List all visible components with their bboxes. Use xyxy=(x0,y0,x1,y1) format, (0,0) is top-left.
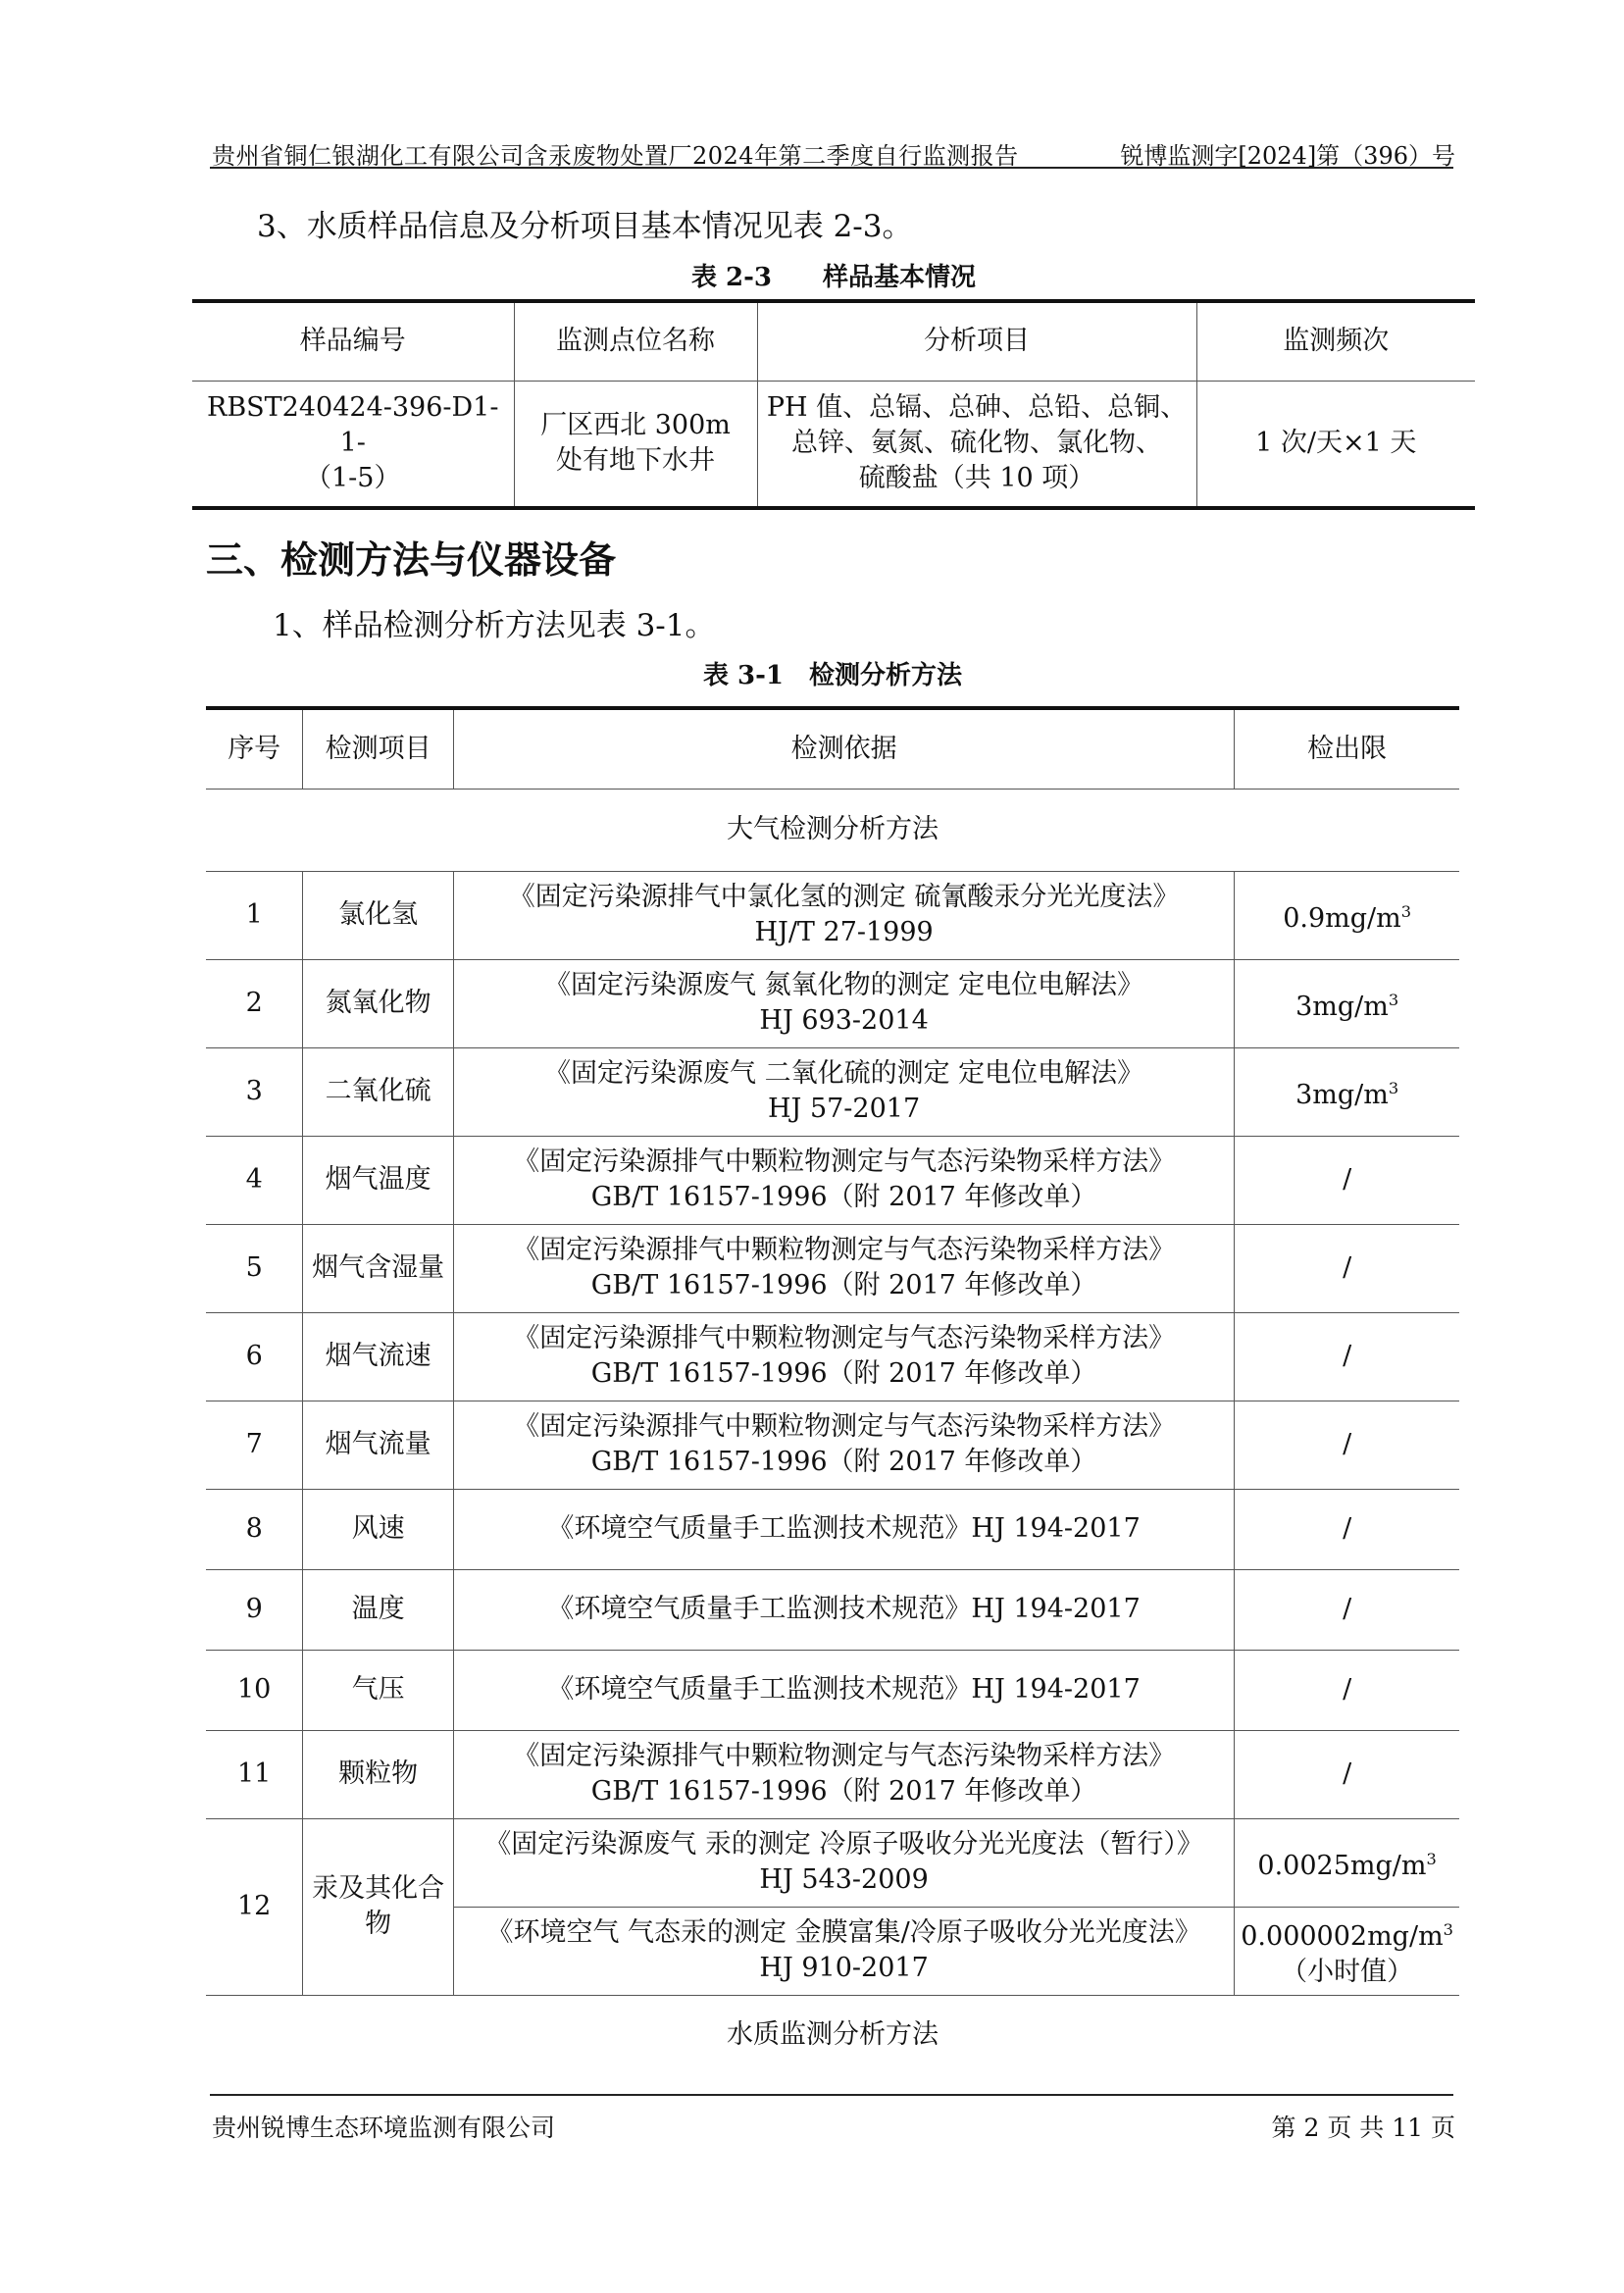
paragraph-table-2-3-intro: 3、水质样品信息及分析项目基本情况见表 2-3。 xyxy=(257,209,913,244)
table-cell-basis: 《环境空气质量手工监测技术规范》HJ 194-2017 xyxy=(453,1489,1234,1569)
table-row xyxy=(206,871,1459,959)
table-cell-basis: 《固定污染源排气中颗粒物测定与气态污染物采样方法》 GB/T 16157-1996（附 2017 年修改单） xyxy=(453,1312,1234,1401)
table-3-1-row-12b-basis: 《环境空气 气态汞的测定 金膜富集/冷原子吸收分光光度法》 HJ 910-2017 xyxy=(453,1907,1234,1995)
table-row xyxy=(206,1489,1459,1569)
table-cell-no: 7 xyxy=(206,1401,303,1489)
table-cell-no: 6 xyxy=(206,1312,303,1401)
table-row xyxy=(206,1312,1459,1401)
table-row xyxy=(206,1401,1459,1489)
table-cell-item: 氯化氢 xyxy=(303,871,454,959)
table-cell-limit: / xyxy=(1235,1489,1459,1569)
table-row xyxy=(206,1224,1459,1312)
table-cell-no: 11 xyxy=(206,1730,303,1818)
table-cell-basis: 《固定污染源排气中氯化氢的测定 硫氰酸汞分光光度法》 HJ/T 27-1999 xyxy=(453,871,1234,959)
table-3-1-header-no: 序号 xyxy=(206,708,303,789)
table-row xyxy=(206,959,1459,1047)
table-2-3-cell-sample-id: RBST240424-396-D1-1- （1-5） xyxy=(192,381,514,508)
table-cell-item: 氮氧化物 xyxy=(303,959,454,1047)
paragraph-table-3-1-intro: 1、样品检测分析方法见表 3-1。 xyxy=(273,608,716,643)
table-cell-item: 烟气流量 xyxy=(303,1401,454,1489)
table-3-1-header-basis: 检测依据 xyxy=(453,708,1234,789)
table-3-1-section-air: 大气检测分析方法 xyxy=(206,789,1459,871)
table-cell-basis: 《固定污染源排气中颗粒物测定与气态污染物采样方法》 GB/T 16157-1996（附 2017 年修改单） xyxy=(453,1136,1234,1224)
footer-rule xyxy=(210,2094,1453,2096)
table-3-1-header-limit: 检出限 xyxy=(1235,708,1459,789)
table-2-3-cell-items: PH 值、总镉、总砷、总铅、总铜、 总锌、氨氮、硫化物、氯化物、 硫酸盐（共 10 项） xyxy=(757,381,1196,508)
table-3-1-section-water: 水质监测分析方法 xyxy=(206,1995,1459,2075)
table-2-3-cell-frequency: 1 次/天×1 天 xyxy=(1196,381,1475,508)
table-3-1 xyxy=(206,706,1459,2075)
table-cell-limit: / xyxy=(1235,1224,1459,1312)
table-row xyxy=(206,1650,1459,1730)
table-3-1-row-12-no: 12 xyxy=(206,1818,303,1995)
table-cell-item: 烟气流速 xyxy=(303,1312,454,1401)
table-cell-basis: 《固定污染源排气中颗粒物测定与气态污染物采样方法》 GB/T 16157-1996（附 2017 年修改单） xyxy=(453,1730,1234,1818)
footer-page-number: 第 2 页 共 11 页 xyxy=(1271,2114,1455,2142)
table-cell-no: 9 xyxy=(206,1569,303,1650)
table-cell-item: 气压 xyxy=(303,1650,454,1730)
table-3-1-row-12a-limit: $0.0025mg/m^3$ xyxy=(1235,1818,1459,1907)
table-cell-basis: 《固定污染源排气中颗粒物测定与气态污染物采样方法》 GB/T 16157-1996（附 2017 年修改单） xyxy=(453,1224,1234,1312)
table-cell-limit: / xyxy=(1235,1401,1459,1489)
header-report-number: 锐博监测字[2024]第（396）号 xyxy=(1120,142,1455,170)
table-cell-item: 烟气温度 xyxy=(303,1136,454,1224)
table-cell-basis: 《固定污染源废气 氮氧化物的测定 定电位电解法》 HJ 693-2014 xyxy=(453,959,1234,1047)
table-row xyxy=(206,1730,1459,1818)
table-cell-basis: 《环境空气质量手工监测技术规范》HJ 194-2017 xyxy=(453,1569,1234,1650)
header-rule xyxy=(210,167,1453,169)
table-cell-basis: 《环境空气质量手工监测技术规范》HJ 194-2017 xyxy=(453,1650,1234,1730)
table-2-3-header-sample-id: 样品编号 xyxy=(192,301,514,381)
table-cell-limit: $3mg/m^3$ xyxy=(1235,959,1459,1047)
header-report-title: 贵州省铜仁银湖化工有限公司含汞废物处置厂2024年第二季度自行监测报告 xyxy=(212,142,1019,170)
section-heading: 三、检测方法与仪器设备 xyxy=(206,537,617,582)
table-2-3-cell-site: 厂区西北 300m 处有地下水井 xyxy=(514,381,757,508)
footer-company: 贵州锐博生态环境监测有限公司 xyxy=(212,2114,556,2142)
table-cell-no: 5 xyxy=(206,1224,303,1312)
table-2-3-header-frequency: 监测频次 xyxy=(1196,301,1475,381)
table-3-1-header-item: 检测项目 xyxy=(303,708,454,789)
table-cell-no: 10 xyxy=(206,1650,303,1730)
table-cell-item: 温度 xyxy=(303,1569,454,1650)
table-row xyxy=(206,1569,1459,1650)
table-cell-basis: 《固定污染源废气 二氧化硫的测定 定电位电解法》 HJ 57-2017 xyxy=(453,1047,1234,1136)
table-cell-item: 二氧化硫 xyxy=(303,1047,454,1136)
table-3-1-caption: 表 3-1 检测分析方法 xyxy=(702,661,963,690)
table-2-3-header-site: 监测点位名称 xyxy=(514,301,757,381)
table-cell-limit: / xyxy=(1235,1312,1459,1401)
table-2-3 xyxy=(192,299,1475,510)
table-row xyxy=(206,1047,1459,1136)
table-cell-basis: 《固定污染源排气中颗粒物测定与气态污染物采样方法》 GB/T 16157-1996（附 2017 年修改单） xyxy=(453,1401,1234,1489)
table-cell-no: 3 xyxy=(206,1047,303,1136)
table-2-3-caption: 表 2-3 样品基本情况 xyxy=(690,263,977,292)
table-cell-no: 2 xyxy=(206,959,303,1047)
table-cell-no: 1 xyxy=(206,871,303,959)
table-row xyxy=(206,1136,1459,1224)
table-cell-limit: / xyxy=(1235,1650,1459,1730)
table-3-1-row-12b-limit: $0.000002mg/m^3$ （小时值） xyxy=(1235,1907,1459,1995)
table-cell-limit: / xyxy=(1235,1569,1459,1650)
table-cell-item: 颗粒物 xyxy=(303,1730,454,1818)
table-cell-no: 4 xyxy=(206,1136,303,1224)
table-cell-item: 烟气含湿量 xyxy=(303,1224,454,1312)
table-cell-limit: / xyxy=(1235,1136,1459,1224)
table-3-1-row-12-item: 汞及其化合 物 xyxy=(303,1818,454,1995)
table-2-3-header-items: 分析项目 xyxy=(757,301,1196,381)
table-cell-no: 8 xyxy=(206,1489,303,1569)
table-cell-item: 风速 xyxy=(303,1489,454,1569)
table-cell-limit: $0.9mg/m^3$ xyxy=(1235,871,1459,959)
table-cell-limit: $3mg/m^3$ xyxy=(1235,1047,1459,1136)
table-3-1-row-12a-basis: 《固定污染源废气 汞的测定 冷原子吸收分光光度法（暂行）》 HJ 543-2009 xyxy=(453,1818,1234,1907)
table-cell-limit: / xyxy=(1235,1730,1459,1818)
